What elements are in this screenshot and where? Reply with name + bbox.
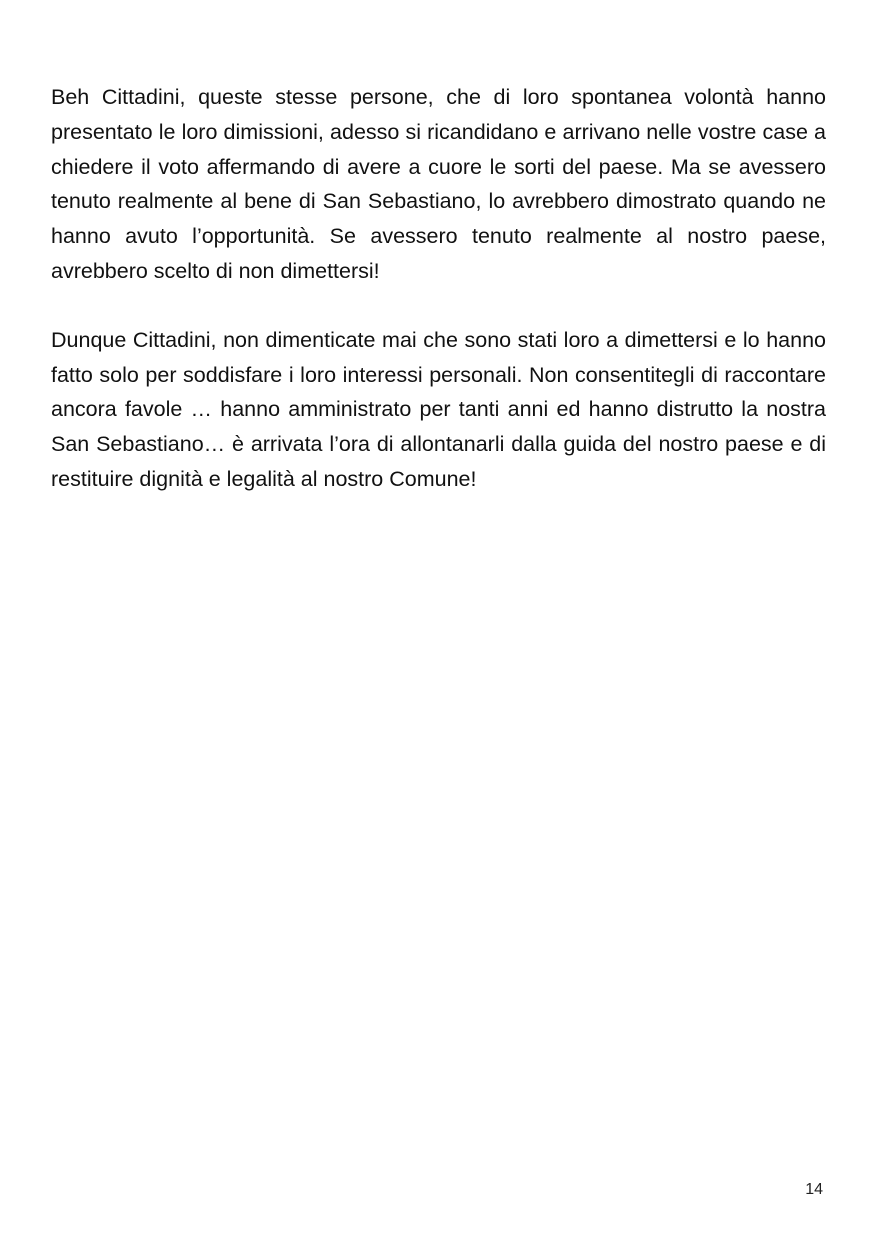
document-body xyxy=(51,80,826,497)
paragraph-1: Beh Cittadini, queste stesse persone, che di loro spontanea volontà hanno presentato le loro dimissioni, adesso si ricandidano e arrivano nelle vostre case a chiedere il voto affermando di avere a cuore le sorti del paese. Ma se avessero tenuto realmente al bene di San Sebastiano, lo avrebbero dimostrato quando ne hanno avuto l’opportunità. Se avessero tenuto realmente al nostro paese, avrebbero scelto di non dimettersi! xyxy=(51,85,826,283)
paragraph-2: Dunque Cittadini, non dimenticate mai che sono stati loro a dimettersi e lo hanno fatto solo per soddisfare i loro interessi personali. Non consentitegli di raccontare ancora favole … hanno amministrato per tanti anni ed hanno distrutto la nostra San Sebastiano… è arrivata l’ora di allontanarli dalla guida del nostro paese e di restituire dignità e legalità al nostro Comune! xyxy=(51,327,826,491)
page-number: 14 xyxy=(805,1181,823,1198)
